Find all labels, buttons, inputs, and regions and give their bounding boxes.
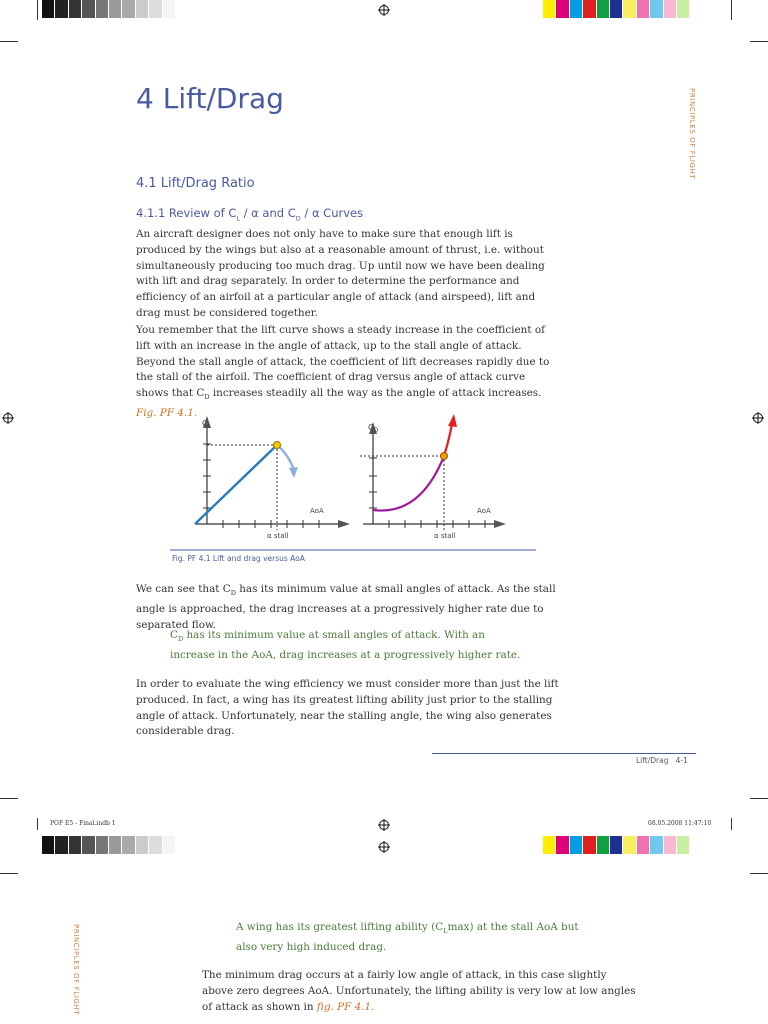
footer-label: Lift/Drag 4-1 xyxy=(636,756,688,765)
section-title: 4.1 Lift/Drag Ratio xyxy=(136,176,255,191)
crop-mark xyxy=(37,818,38,830)
slug-left: POF E5 - Final.indb 1 xyxy=(50,820,116,827)
registration-mark-right-icon xyxy=(752,412,764,424)
crop-mark xyxy=(750,798,768,799)
side-header-next: PRINCIPLES OF FLIGHT xyxy=(72,924,80,1016)
crop-mark xyxy=(731,818,732,830)
figure-caption: Fig. PF 4.1 Lift and drag versus AoA xyxy=(172,554,305,563)
figure-reference[interactable]: Fig. PF 4.1. xyxy=(136,407,198,420)
crop-mark xyxy=(731,0,732,20)
crop-mark xyxy=(750,873,768,874)
lift-drag-figure xyxy=(170,412,540,554)
paragraph-2: You remember that the lift curve shows a steady increase in the coefficient of lift with an increase in the angle of attack, up to the stall angle of attack. Beyond the stall angle of attack, the coefficient of lift decreases rapidly due to the stall of the airfoil. The coefficient of drag versus angle of attack curve shows that $C_D$ increases steadily all the way as the angle of attack increases. Fig. PF 4.1. xyxy=(136,324,550,420)
crop-mark xyxy=(0,41,18,42)
registration-mark-mid2-icon xyxy=(378,841,390,853)
grayscale-bar-top xyxy=(42,0,176,22)
paragraph-5: The minimum drag occurs at a fairly low angle of attack, in this case slightly above zero degrees AoA. Unfortunately, the lifting ability is very low at low angles of attack as shown in fig. PF 4.1. xyxy=(202,969,636,1013)
grayscale-bar-bottom xyxy=(42,836,176,858)
crop-mark xyxy=(0,873,18,874)
paragraph-1: An aircraft designer does not only have to make sure that enough lift is produced by the wings but also at a reasonable amount of thrust, i.e. without simultaneously producing too much drag. Up until now we have been dealing with lift and drag separately. In order to determine the performance and efficiency of an airfoil at a particular angle of attack (and airspeed), lift and drag must be considered together. xyxy=(136,228,545,319)
cd-axis-label: $C_D$ xyxy=(368,423,379,434)
page-number: 4-1 xyxy=(675,756,688,765)
figure-reference-2[interactable]: fig. PF 4.1. xyxy=(316,1000,375,1013)
slug-right: 08.05.2008 11:47:10 xyxy=(648,820,712,827)
color-bar-bottom xyxy=(543,836,690,858)
aoa-label-right: AoA xyxy=(477,507,491,515)
subsection-title: 4.1.1 Review of $C_L$ / α and $C_D$ / α Curves xyxy=(136,206,364,223)
paragraph-4: In order to evaluate the wing efficiency we must consider more than just the lift produced. In fact, a wing has its greatest lifting ability just prior to the stalling angle of attack. Unfortunately, near the stalling angle, the wing also generates considerable drag. xyxy=(136,678,559,738)
color-bar-top xyxy=(543,0,690,22)
crop-mark xyxy=(750,41,768,42)
stall-label-right: α stall xyxy=(434,532,456,540)
side-header: PRINCIPLES OF FLIGHT xyxy=(688,88,696,180)
registration-mark-top-icon xyxy=(378,4,390,16)
footer-rule xyxy=(432,753,696,754)
crop-mark xyxy=(0,798,18,799)
registration-mark-left-icon xyxy=(2,412,14,424)
aoa-label-left: AoA xyxy=(310,507,324,515)
registration-mark-mid-icon xyxy=(378,819,390,831)
highlight-note-1: $C_D$ has its minimum value at small angles of attack. With an increase in the AoA, drag increases at a progressively higher rate. xyxy=(170,629,521,661)
paragraph-3: We can see that $C_D$ has its minimum value at small angles of attack. As the stall angle is approached, the drag increases at a progressively higher rate due to separated flow. xyxy=(136,583,556,631)
cl-axis-label: $C_L$ xyxy=(202,419,211,430)
stall-label-left: α stall xyxy=(267,532,289,540)
chapter-title: 4 Lift/Drag xyxy=(136,82,284,115)
highlight-note-2: A wing has its greatest lifting ability $(C_L\max)$ at the stall AoA but also very high induced drag. xyxy=(236,921,579,953)
crop-mark xyxy=(37,0,38,20)
